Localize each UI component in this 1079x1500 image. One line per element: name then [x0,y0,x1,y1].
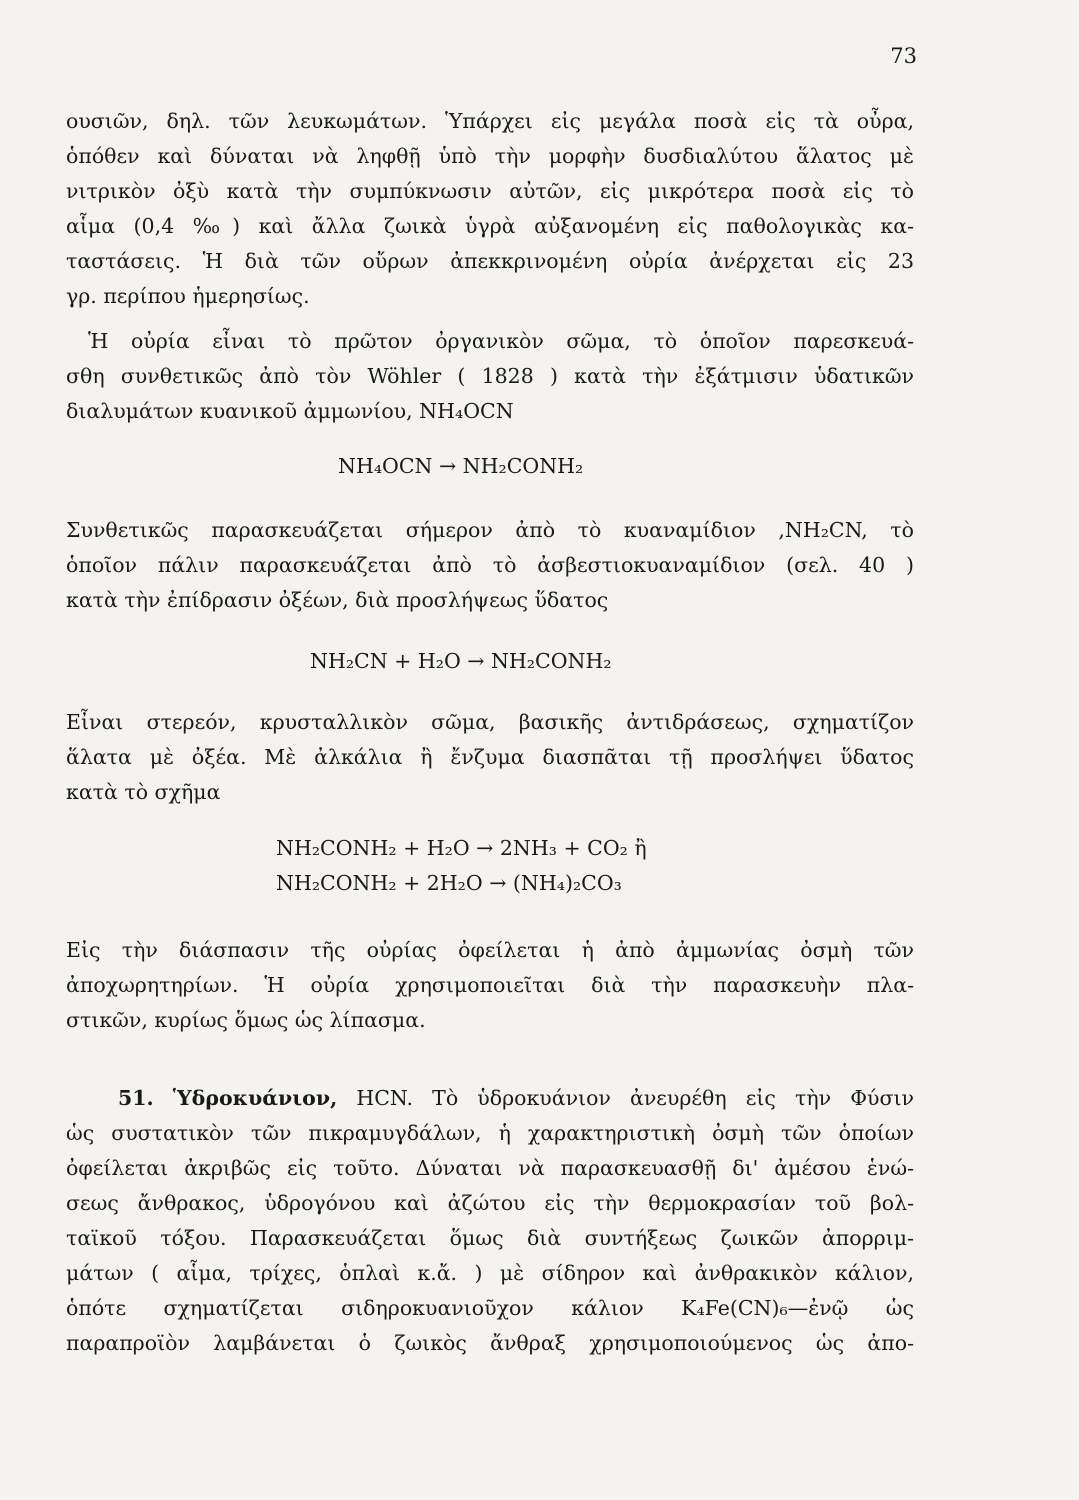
text-line: σθη συνθετικῶς ἀπὸ τὸν Wöhler ( 1828 ) κατὰ τὴν ἐξάτμισιν ὑδατικῶν [66,364,914,388]
text-line: ἀποχωρητηρίων. Ἡ οὐρία χρησιμοποιεῖται διὰ τὴν παρασκευὴν πλα- [66,973,914,997]
text-line: ὡς συστατικὸν τῶν πικραμυγδάλων, ἡ χαρακτηριστικὴ ὀσμὴ τῶν ὁποίων [66,1121,914,1145]
text-line: γρ. περίπου ἡμερησίως. [66,284,310,308]
text-line: νιτρικὸν ὀξὺ κατὰ τὴν συμπύκνωσιν αὐτῶν, εἰς μικρότερα ποσὰ εἰς τὸ [66,179,914,203]
text-line: Ἡ οὐρία εἶναι τὸ πρῶτον ὀργανικὸν σῶμα, τὸ ὁποῖον παρεσκευά- [88,329,914,353]
text-line: Συνθετικῶς παρασκευάζεται σήμερον ἀπὸ τὸ κυαναμίδιον ,NH₂CN, τὸ [66,518,914,542]
section-51 [66,1081,914,1361]
text-line: ταϊκοῦ τόξου. Παρασκευάζεται ὅμως διὰ συντήξεως ζωικῶν ἀπορριμ- [66,1226,914,1250]
text-line: Τὸ ὑδροκυάνιον ἀνευρέθη εἰς τὴν Φύσιν [432,1086,914,1110]
text-line: στικῶν, κυρίως ὅμως ὡς λίπασμα. [66,1008,426,1032]
text-line: ταστάσεις. Ἡ διὰ τῶν οὔρων ἀπεκκρινομένη οὐρία ἀνέρχεται εἰς 23 [66,249,914,273]
text-line: ὁπόθεν καὶ δύναται νὰ ληφθῇ ὑπὸ τὴν μορφὴν δυσδιαλύτου ἅλατος μὲ [66,144,914,168]
paragraph-1 [66,104,914,314]
equation-4: NH₂CONH₂ + 2H₂O → (NH₄)₂CO₃ [276,871,622,895]
equation-1: NH₄OCN → NH₂CONH₂ [338,454,584,478]
text-line: Εἶναι στερεόν, κρυσταλλικὸν σῶμα, βασικῆς ἀντιδράσεως, σχηματίζον [66,710,914,734]
text-line: κατὰ τὸ σχῆμα [66,780,221,804]
text-line: ὁποῖον πάλιν παρασκευάζεται ἀπὸ τὸ ἀσβεστιοκυαναμίδιον (σελ. 40 ) [66,553,914,577]
text-line: ἅλατα μὲ ὀξέα. Μὲ ἀλκάλια ἢ ἔνζυμα διασπᾶται τῇ προσλήψει ὕδατος [66,745,914,769]
equation-2: NH₂CN + H₂O → NH₂CONH₂ [310,649,612,673]
section-formula: HCN. [356,1086,414,1110]
text-line: σεως ἄνθρακος, ὑδρογόνου καὶ ἀζώτου εἰς τὴν θερμοκρασίαν τοῦ βολ- [66,1191,914,1215]
paragraph-2 [66,324,914,429]
paragraph-5 [66,933,914,1038]
text-line: ουσιῶν, δηλ. τῶν λευκωμάτων. Ὑπάρχει εἰς μεγάλα ποσὰ εἰς τὰ οὖρα, [66,109,914,133]
page-number: 73 [890,44,917,68]
section-title: Ὑδροκυάνιον, [172,1086,338,1110]
text-line: παραπροϊὸν λαμβάνεται ὁ ζωικὸς ἄνθραξ χρησιμοποιούμενος ὡς ἀπο- [66,1331,914,1355]
paragraph-3 [66,513,914,618]
paragraph-4 [66,705,914,810]
equation-3: NH₂CONH₂ + H₂O → 2NH₃ + CO₂ ἢ [276,836,647,860]
text-line: αἷμα (0,4 ‰) καὶ ἄλλα ζωικὰ ὑγρὰ αὐξανομένη εἰς παθολογικὰς κα- [66,214,914,238]
text-line: κατὰ τὴν ἐπίδρασιν ὀξέων, διὰ προσλήψεως ὕδατος [66,588,609,612]
section-number: 51. [118,1086,154,1110]
text-line: ὁπότε σχηματίζεται σιδηροκυανιοῦχον κάλιον K₄Fe(CN)₆—ἐνῷ ὡς [66,1296,914,1320]
text-line: μάτων ( αἷμα, τρίχες, ὁπλαὶ κ.ἄ. ) μὲ σίδηρον καὶ ἀνθρακικὸν κάλιον, [66,1261,914,1285]
text-line: διαλυμάτων κυανικοῦ ἀμμωνίου, NH₄OCN [66,399,514,423]
text-line: Εἰς τὴν διάσπασιν τῆς οὐρίας ὀφείλεται ἡ ἀπὸ ἀμμωνίας ὀσμὴ τῶν [66,938,914,962]
section-heading-line [66,1081,914,1116]
text-line: ὀφείλεται ἀκριβῶς εἰς τοῦτο. Δύναται νὰ παρασκευασθῇ δι' ἀμέσου ἑνώ- [66,1156,914,1180]
